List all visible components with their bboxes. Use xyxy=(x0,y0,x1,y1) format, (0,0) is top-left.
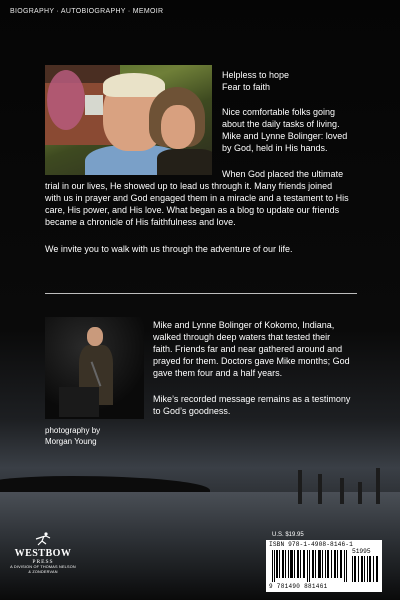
intro-line: by God, held in His hands. xyxy=(222,143,328,153)
bio-line: walked through deep waters that tested their xyxy=(153,332,331,342)
testimony-line: Mike’s recorded message remains as a testimony xyxy=(153,394,351,404)
isbn-number: ISBN 978-1-4908-8146-1 xyxy=(269,541,353,548)
intro-line: Mike and Lynne Bolinger: loved xyxy=(222,131,348,141)
story-line: care, His power, and His love. What began as a blog to update our friends xyxy=(45,205,340,215)
publisher-sub: PRESS xyxy=(32,559,54,565)
story-line: with us in prayer and God engaged them in a miracle and a testament to His xyxy=(45,193,349,203)
testimony-line: to God’s goodness. xyxy=(153,406,231,416)
ean-number: 9 781490 881461 xyxy=(269,583,328,590)
pier-post xyxy=(358,482,362,504)
bio-line: faith. Friends far and near gathered around and xyxy=(153,344,343,354)
photo-credit xyxy=(45,426,100,447)
story-line: When God placed the ultimate xyxy=(222,169,344,179)
intro-line: about the daily tasks of living. xyxy=(222,119,340,129)
invitation-text: We invite you to walk with us through the adventure of our life. xyxy=(45,244,293,254)
isbn-barcode xyxy=(266,540,382,592)
tagline-2: Fear to faith xyxy=(222,82,271,92)
photo-credit-name: Morgan Young xyxy=(45,436,97,446)
divider xyxy=(45,293,357,294)
story-line: became a chronicle of His faithfulness and love. xyxy=(45,217,236,227)
barcode-addon-number: 51995 xyxy=(352,548,371,555)
price-label: U.S. $19.95 xyxy=(272,532,304,538)
bio-line: gave them four and a half years. xyxy=(153,368,283,378)
category-line: BIOGRAPHY · AUTOBIOGRAPHY · MEMOIR xyxy=(10,8,164,15)
publisher-name: WESTBOW xyxy=(14,548,72,559)
bio-line: Mike and Lynne Bolinger of Kokomo, Indiana, xyxy=(153,320,335,330)
tagline-1: Helpless to hope xyxy=(222,70,290,80)
publisher-tagline: A DIVISION OF THOMAS NELSON xyxy=(10,565,76,569)
story-line: trial in our lives, He showed up to lead us through it. Many friends joined xyxy=(45,181,333,191)
runner-icon xyxy=(33,532,53,546)
barcode-addon-bars xyxy=(352,556,378,582)
pier-post xyxy=(340,478,344,504)
publisher-tagline: & ZONDERVAN xyxy=(28,569,58,574)
intro-line: Nice comfortable folks going xyxy=(222,107,336,117)
barcode-bars xyxy=(272,550,347,582)
pier-post xyxy=(376,468,380,504)
photo-credit-label: photography by xyxy=(45,426,101,435)
pier-post xyxy=(298,470,302,504)
couple-photo xyxy=(45,65,212,175)
author-photo xyxy=(45,317,144,419)
publisher-logo xyxy=(8,532,78,574)
pier-post xyxy=(318,474,322,504)
bio-line: prayed for them. Doctors gave Mike months; God xyxy=(153,356,350,366)
